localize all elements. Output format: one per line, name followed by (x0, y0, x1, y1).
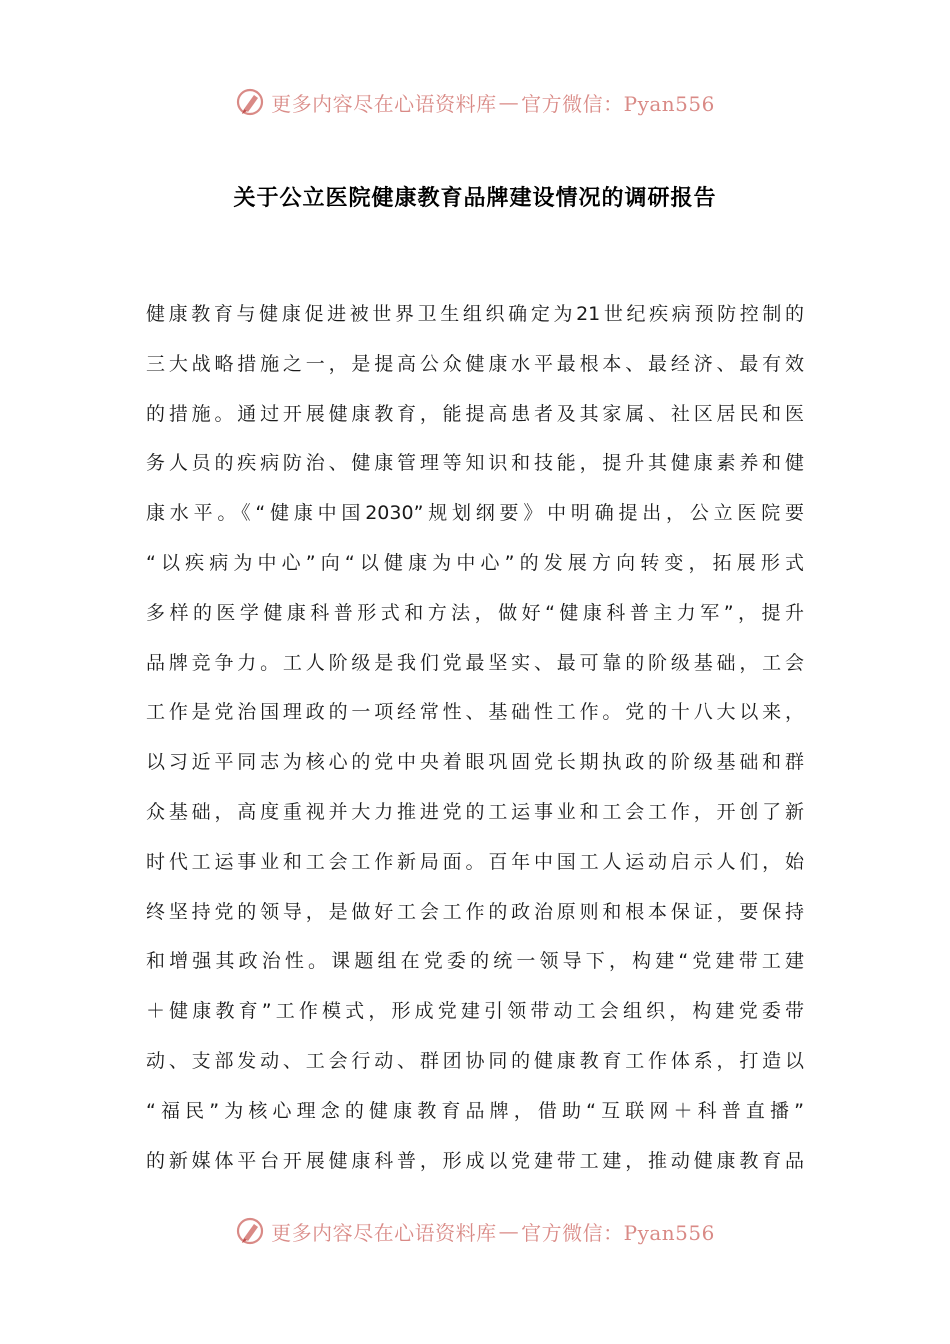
text-line: 务人员的疾病防治、健康管理等知识和技能，提升其健康素养和健 (146, 452, 804, 475)
text-line: 康水平。《“健康中国2030”规划纲要》中明确提出，公立医院要 (146, 502, 804, 525)
text-line: “以疾病为中心”向“以健康为中心”的发展方向转变，拓展形式 (146, 551, 804, 574)
text-line: 品牌竞争力。工人阶级是我们党最坚实、最可靠的阶级基础，工会 (146, 651, 804, 674)
text-line: 终坚持党的领导，是做好工会工作的政治原则和根本保证，要保持 (146, 900, 804, 923)
watermark-dash: — (498, 90, 520, 114)
text-line: 多样的医学健康科普形式和方法，做好“健康科普主力军”，提升 (146, 601, 804, 624)
text-line: 的新媒体平台开展健康科普，形成以党建带工建，推动健康教育品 (146, 1149, 804, 1172)
text-line: 和增强其政治性。课题组在党委的统一领导下，构建“党建带工建 (146, 950, 804, 973)
watermark-text: 更多内容尽在心语资料库 (271, 1220, 497, 1245)
footer-watermark (0, 1211, 950, 1251)
watermark-text: 更多内容尽在心语资料库 (271, 91, 497, 116)
text-line: 的措施。通过开展健康教育，能提高患者及其家属、社区居民和医 (146, 402, 804, 425)
pen-logo-icon (235, 87, 265, 117)
pen-logo-icon (235, 1216, 265, 1246)
text-line: 工作是党治国理政的一项经常性、基础性工作。党的十八大以来， (146, 701, 804, 724)
text-line: 众基础，高度重视并大力推进党的工运事业和工会工作，开创了新 (146, 800, 804, 823)
text-line: 时代工运事业和工会工作新局面。百年中国工人运动启示人们，始 (146, 850, 804, 873)
header-watermark (0, 82, 950, 122)
text-line: “福民”为核心理念的健康教育品牌，借助“互联网＋科普直播” (146, 1099, 804, 1122)
document-title: 关于公立医院健康教育品牌建设情况的调研报告 (233, 185, 717, 211)
text-line: 以习近平同志为核心的党中央着眼巩固党长期执政的阶级基础和群 (146, 751, 804, 774)
body-paragraph (146, 290, 804, 1186)
text-line: ＋健康教育”工作模式，形成党建引领带动工会组织，构建党委带 (146, 1000, 804, 1023)
text-line: 健康教育与健康促进被世界卫生组织确定为21世纪疾病预防控制的 (146, 303, 804, 325)
watermark-dash: — (498, 1219, 520, 1243)
watermark-suffix: 官方微信：Pyan556 (521, 91, 715, 116)
text-line: 动、支部发动、工会行动、群团协同的健康教育工作体系，打造以 (146, 1049, 804, 1072)
text-line: 三大战略措施之一，是提高公众健康水平最根本、最经济、最有效 (146, 352, 804, 375)
watermark-suffix: 官方微信：Pyan556 (521, 1220, 715, 1245)
